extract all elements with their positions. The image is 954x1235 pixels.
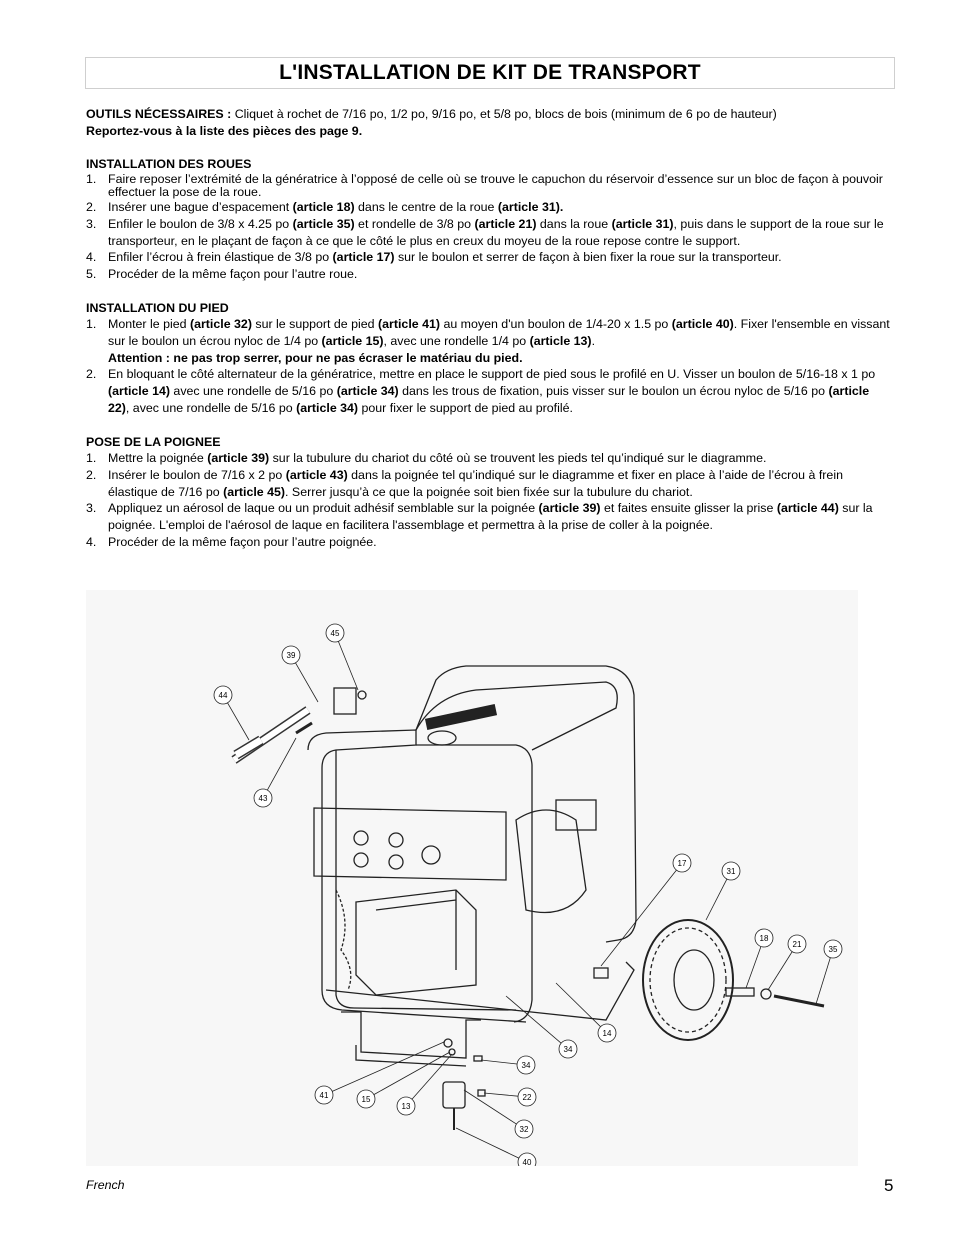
callout-17 (601, 854, 691, 966)
article-ref: (article 41) (378, 317, 440, 332)
step-list (86, 450, 892, 550)
title-box (85, 57, 895, 89)
step-list (86, 173, 892, 283)
step-number: 5. (86, 266, 97, 281)
article-ref: (article 21) (474, 216, 537, 231)
footer-language: French (86, 1178, 125, 1192)
tools-line (86, 106, 892, 123)
callout-43 (254, 738, 296, 807)
nut-15 (444, 1039, 452, 1047)
callout-18 (746, 929, 773, 988)
step-number: 4. (86, 534, 97, 549)
leader-line (412, 1054, 452, 1099)
leader-line (556, 983, 601, 1027)
callout-label: 45 (330, 629, 340, 638)
leader-line (484, 1093, 518, 1096)
alternator (356, 890, 476, 995)
step-number: 3. (86, 501, 97, 516)
step-text: . Serrer jusqu’à ce que la poignée soit bien fixée sur la tubulure du chariot. (285, 484, 693, 499)
engine (516, 810, 586, 913)
leader-line (481, 1060, 517, 1064)
callout-label: 34 (521, 1061, 531, 1070)
article-ref: (article 45) (223, 484, 286, 499)
step-text: Mettre la poignée (108, 451, 208, 466)
step-number: 4. (86, 250, 97, 265)
outlet-5 (422, 846, 440, 864)
section-1 (86, 156, 892, 282)
step-text: sur le boulon et serrer de façon à bien fixer la roue sur la transporteur. (394, 250, 782, 265)
step-item (86, 199, 892, 216)
nut-17 (594, 968, 608, 978)
leader-line (816, 958, 830, 1004)
article-ref: (article 34) (296, 400, 359, 415)
leader-line (295, 663, 318, 702)
callout-label: 43 (258, 794, 268, 803)
article-ref: (article 39) (207, 451, 270, 466)
article-ref: (article 34) (336, 384, 399, 399)
tools-text: Cliquet à rochet de 7/16 po, 1/2 po, 9/16 po, et 5/8 po, blocs de bois (minimum de 6 po de hauteur) (231, 107, 777, 121)
section-title: INSTALLATION DU PIED (86, 300, 229, 315)
step-item (86, 173, 892, 199)
step-text: sur le support de pied (251, 317, 379, 332)
step-text: , avec une rondelle de 5/16 po (125, 400, 297, 415)
sections (86, 156, 892, 550)
instructions (86, 106, 892, 550)
control-panel (314, 808, 506, 880)
step-text: Procéder de la même façon pour l’autre roue. (108, 266, 358, 281)
callout-31 (706, 862, 740, 920)
step-text: . (591, 334, 596, 349)
section-title: POSE DE LA POIGNEE (86, 434, 221, 449)
step-item (86, 534, 892, 551)
article-ref: (article 15) (321, 334, 384, 349)
exploded-parts-diagram (86, 590, 858, 1166)
alternator-fan (336, 890, 351, 990)
bolt-43 (296, 723, 312, 733)
section-title: INSTALLATION DES ROUES (86, 157, 252, 172)
callout-label: 35 (828, 945, 838, 954)
spacer-18 (726, 988, 754, 996)
step-text: avec une rondelle de 5/16 po (169, 384, 337, 399)
callout-label: 13 (401, 1102, 411, 1111)
callout-label: 32 (519, 1125, 529, 1134)
callout-label: 41 (319, 1091, 329, 1100)
step-number: 2. (86, 467, 97, 482)
step-number: 3. (86, 216, 97, 231)
callout-41 (315, 1042, 444, 1104)
step-item (86, 366, 892, 416)
generator-diagram-svg (86, 590, 858, 1166)
article-ref: (article 40) (671, 317, 734, 332)
nut-22 (478, 1090, 485, 1096)
step-text: Procéder de la même façon pour l’autre poignée. (108, 534, 377, 549)
callout-label: 18 (759, 934, 769, 943)
alternator-edges (376, 890, 456, 970)
callout-35 (816, 940, 842, 1004)
washer-34 (474, 1056, 482, 1061)
callout-34 (506, 996, 577, 1058)
step-text: Faire reposer l’extrémité de la génératrice à l’opposé de celle où se trouve le capuchon du réservoir d’essence sur un bloc de façon à pouvoir effectuer la pose de la roue. (108, 172, 883, 200)
article-ref: (article 43) (285, 467, 348, 482)
article-ref: (article 18) (292, 200, 355, 215)
fuel-cap (428, 731, 456, 745)
callout-34 (481, 1056, 535, 1074)
air-filter (556, 800, 596, 830)
callout-label: 44 (218, 691, 228, 700)
outlet-4 (389, 855, 403, 869)
step-text: Monter le pied (108, 317, 190, 332)
step-item (86, 249, 892, 266)
section-2 (86, 300, 892, 417)
step-text: dans la poignée tel qu’indiqué sur le diagramme et fixer en place à l’aide de l’écrou à frein élastique de 7/16 po (108, 467, 843, 499)
tools-label: OUTILS NÉCESSAIRES : (86, 107, 232, 121)
washer-21 (761, 989, 771, 999)
step-text: pour fixer le support de pied au profilé. (358, 400, 573, 415)
leader-line (338, 641, 358, 690)
foot-bracket-41 (341, 1012, 481, 1058)
article-ref: (article 14) (108, 384, 170, 399)
step-text: Enfiler le boulon de 3/8 x 4.25 po (108, 216, 293, 231)
nut-45 (358, 691, 366, 699)
parts-reference: Reportez-vous à la liste des pièces des page 9. (86, 123, 363, 138)
step-item (86, 316, 892, 366)
article-ref: (article 31). (497, 200, 564, 215)
article-ref: (article 35) (292, 216, 355, 231)
wheel-hub (674, 950, 714, 1010)
leader-line (706, 879, 727, 920)
tank-label (426, 705, 497, 729)
step-number: 1. (86, 317, 97, 332)
bolt-35 (774, 996, 824, 1006)
step-text: , avec une rondelle 1/4 po (383, 334, 530, 349)
callout-45 (326, 624, 358, 690)
step-list (86, 316, 892, 416)
step-item (86, 450, 892, 467)
callout-label: 34 (563, 1045, 573, 1054)
step-text: et faites ensuite glisser la prise (600, 501, 777, 516)
step-item (86, 467, 892, 500)
page-number: 5 (884, 1176, 894, 1195)
step-text: En bloquant le côté alternateur de la génératrice, mettre en place le support de pied sous le profilé en U. Visser un boulon de 5/16-18 x 1 po (108, 367, 876, 382)
outlet-1 (354, 831, 368, 845)
callout-label: 21 (792, 940, 802, 949)
step-text: et rondelle de 3/8 po (354, 216, 475, 231)
leader-line (768, 952, 792, 990)
step-number: 2. (86, 200, 97, 215)
step-text: Appliquez un aérosol de laque ou un produit adhésif semblable sur la poignée (108, 501, 539, 516)
article-ref: (article 32) (189, 317, 252, 332)
section-3 (86, 434, 892, 551)
frame-front (416, 745, 532, 1022)
step-item (86, 266, 892, 283)
article-ref: (article 17) (332, 250, 395, 265)
callout-44 (214, 686, 249, 740)
caution-note: Attention : ne pas trop serrer, pour ne pas écraser le matériau du pied. (108, 350, 523, 365)
leader-line (456, 1128, 519, 1158)
callout-label: 14 (602, 1029, 612, 1038)
article-ref: (article 39) (538, 501, 601, 516)
leader-line (267, 738, 296, 790)
handle-bracket (334, 688, 356, 714)
step-text: Insérer le boulon de 7/16 x 2 po (108, 467, 286, 482)
leader-line (228, 703, 249, 740)
step-number: 1. (86, 451, 97, 466)
callout-layer (214, 624, 842, 1166)
callout-21 (768, 935, 806, 990)
leader-line (601, 870, 676, 966)
step-number: 2. (86, 367, 97, 382)
callout-label: 31 (726, 867, 736, 876)
step-text: dans la roue (536, 216, 612, 231)
foot-32 (443, 1082, 465, 1108)
article-ref: (article 44) (776, 501, 839, 516)
leader-line (506, 996, 561, 1043)
article-ref: (article 13) (529, 334, 592, 349)
callout-label: 17 (677, 859, 687, 868)
wheel-tire (643, 920, 733, 1040)
leader-line (374, 1052, 450, 1095)
step-number: 1. (86, 172, 97, 187)
step-item (86, 216, 892, 249)
callout-14 (556, 983, 616, 1042)
step-text: dans le centre de la roue (354, 200, 498, 215)
step-text: sur la tubulure du chariot du côté où se trouvent les pieds tel qu’indiqué sur le diagramme. (269, 451, 767, 466)
step-text: , puis dans le support de la roue sur le transporteur, en le plaçant de façon à ce que le côté le plus en creux du moyeu de la roue repose contre le support. (108, 216, 884, 248)
outlet-3 (389, 833, 403, 847)
callout-22 (484, 1088, 536, 1106)
step-text: Insérer une bague d’espacement (108, 200, 293, 215)
callout-label: 39 (286, 651, 296, 660)
step-text: Enfiler l’écrou à frein élastique de 3/8 po (108, 250, 333, 265)
article-ref: (article 22) (108, 384, 870, 415)
leader-line (746, 946, 761, 988)
outlet-2 (354, 853, 368, 867)
step-text: au moyen d'un boulon de 1/4-20 x 1.5 po (440, 317, 672, 332)
step-text: . Fixer l'ensemble en vissant sur le boulon un écrou nyloc de 1/4 po (108, 317, 890, 349)
article-ref: (article 31) (611, 216, 674, 231)
callout-39 (282, 646, 318, 702)
step-text: dans les trous de fixation, puis visser sur le boulon un écrou nyloc de 5/16 po (398, 384, 829, 399)
callout-label: 15 (361, 1095, 371, 1104)
step-text: sur la poignée. L'emploi de l'aérosol de laque en facilitera l'assemblage et permettra à la prise de coller à la poignée. (108, 501, 873, 533)
page-title: L'INSTALLATION DE KIT DE TRANSPORT (279, 61, 701, 84)
step-item (86, 500, 892, 533)
callout-label: 22 (522, 1093, 532, 1102)
callout-label: 40 (522, 1158, 532, 1166)
leader-line (332, 1042, 444, 1091)
